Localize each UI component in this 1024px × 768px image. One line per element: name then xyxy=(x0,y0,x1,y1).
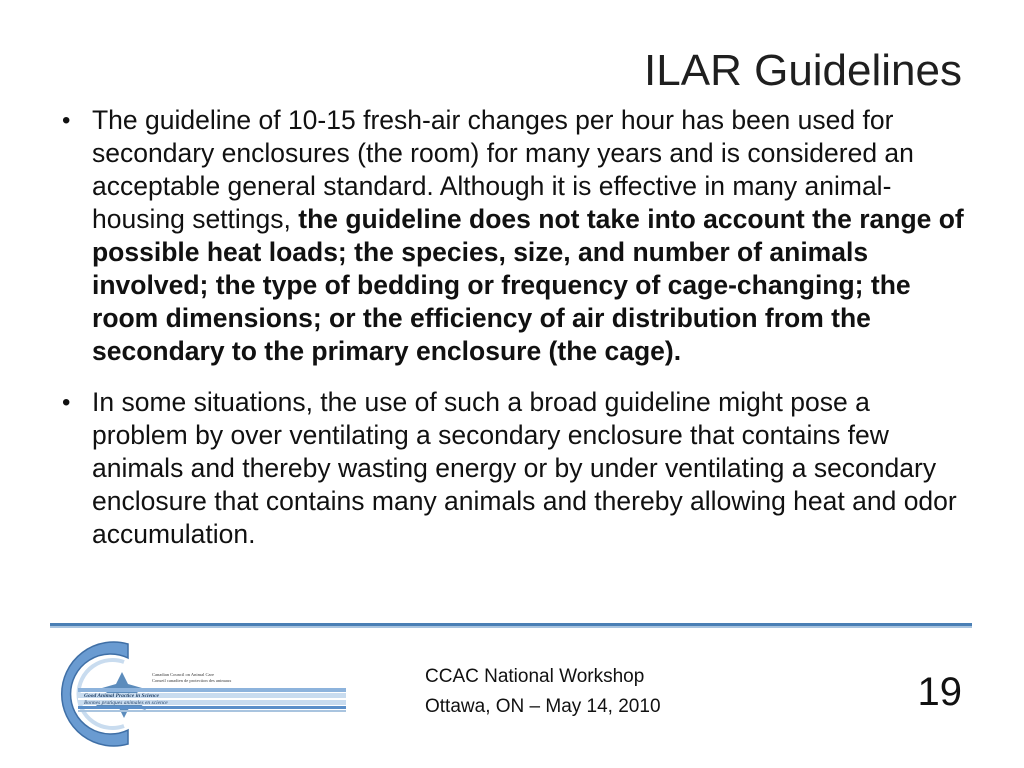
footer-line-1: CCAC National Workshop xyxy=(425,666,645,687)
ccac-logo xyxy=(50,638,350,750)
logo-banner-line-1: Good Animal Practice in Science xyxy=(84,693,159,699)
bullet-dot: • xyxy=(62,389,71,416)
page-number: 19 xyxy=(917,670,962,714)
bullet-1-bold-text: the guideline does not take into account the range of possible heat loads; the species, size, and number of animals involved; the type of bedding or frequency of cage-changing; the room dimensions; or the efficiency of air distribution from the secondary to the primary enclosure (the cage). xyxy=(92,204,964,366)
slide-title: ILAR Guidelines xyxy=(644,46,962,95)
logo-banner-low xyxy=(78,706,346,709)
bullet-list xyxy=(60,104,965,569)
bullet-item-2 xyxy=(60,386,965,551)
bullet-item-1 xyxy=(60,104,965,368)
footer-text xyxy=(425,662,661,722)
footer-line-2: Ottawa, ON – May 14, 2010 xyxy=(425,696,661,717)
bullet-dot: • xyxy=(62,107,71,134)
footer-divider-light xyxy=(50,626,972,628)
logo-banner-line-2: Bonnes pratiques animales en science xyxy=(84,700,168,706)
bullet-1-text: The guideline of 10-15 fresh-air changes per hour has been used for secondary enclosures (the room) for many years and is considered an acceptable general standard. Although it is effective in many animal-housing settings, xyxy=(92,105,914,234)
bullet-2-text: In some situations, the use of such a broad guideline might pose a problem by over ventilating a secondary enclosure that contains few animals and thereby wasting energy or by under ventilating a secondary enclosure that contains many animals and thereby allowing heat and odor accumulation. xyxy=(92,387,957,549)
logo-banner-bottom xyxy=(78,710,346,712)
logo-banner-top xyxy=(78,688,346,692)
logo-small-text-1: Canadian Council on Animal Care xyxy=(152,672,214,677)
logo-small-text-2: Conseil canadien de protection des animaux xyxy=(152,678,232,683)
